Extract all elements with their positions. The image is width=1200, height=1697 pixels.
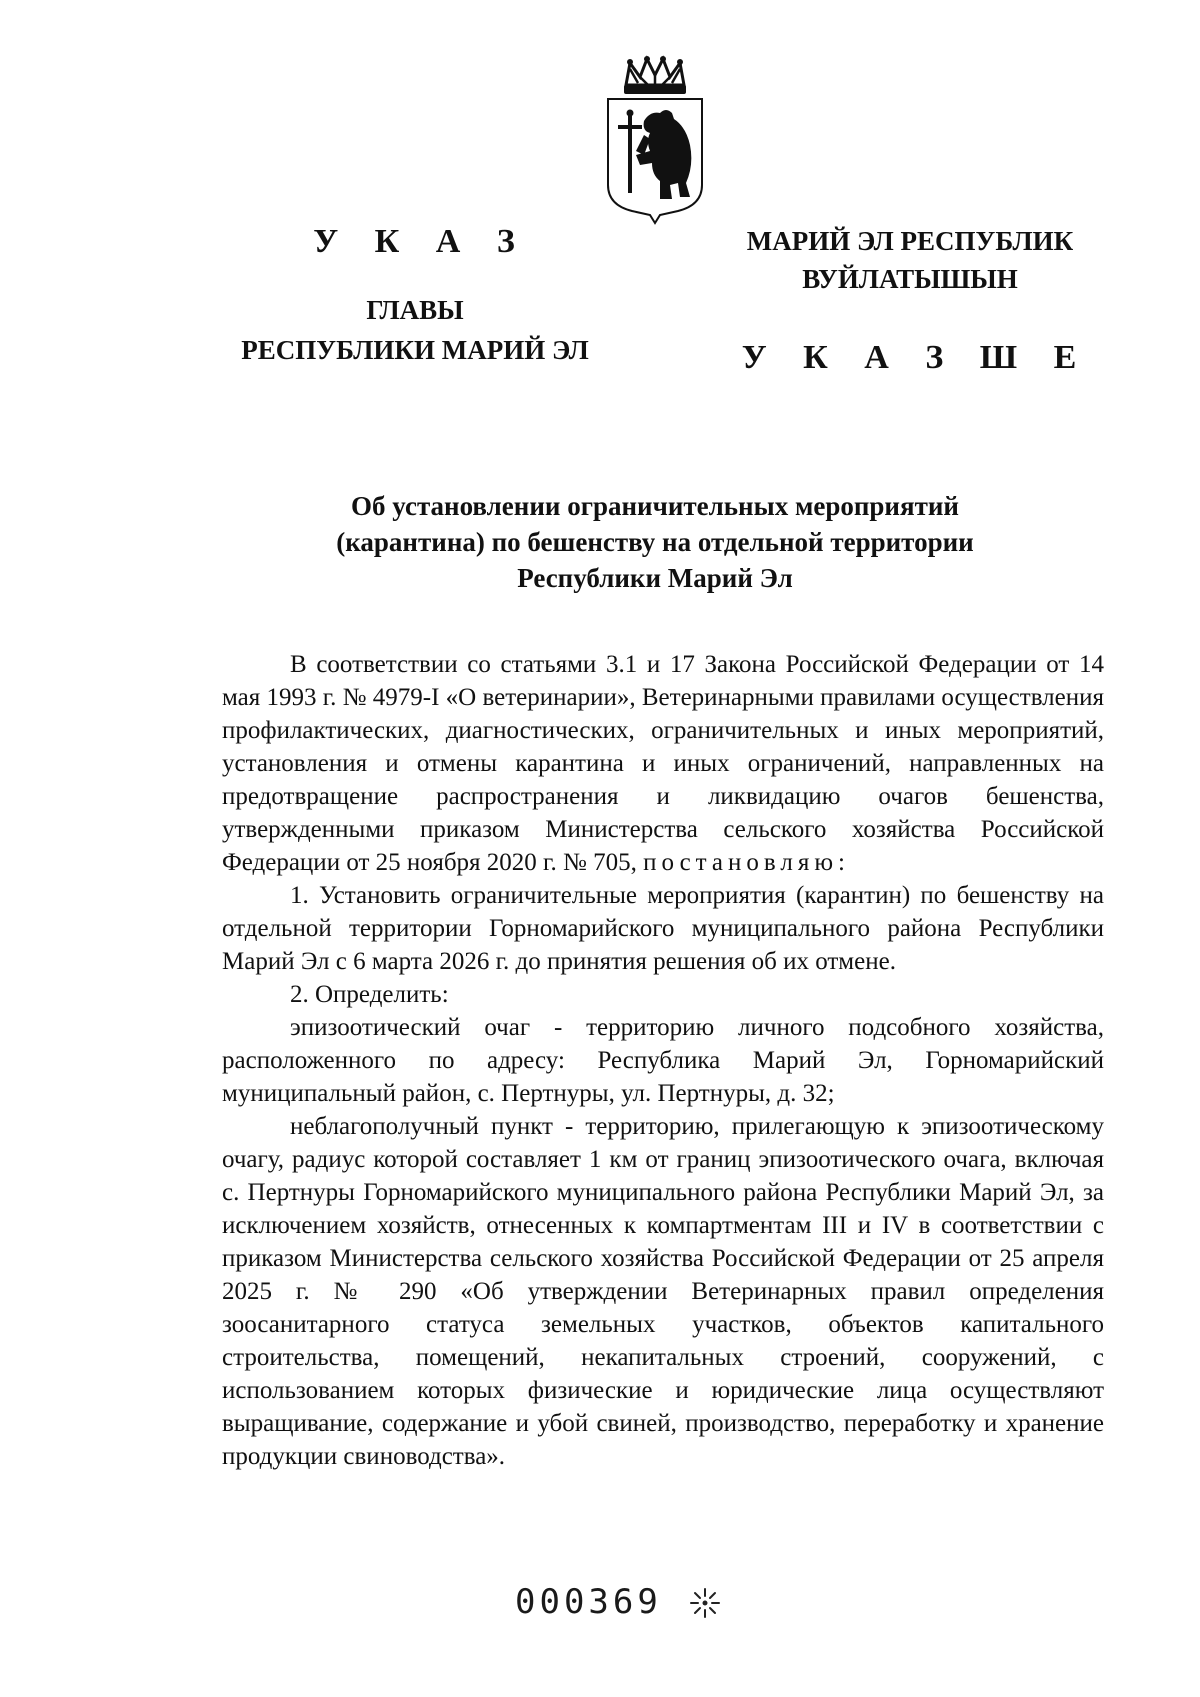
issuer-mari-line-2: ВУЙЛАТЫШЫН	[802, 264, 1018, 294]
document-title-line-1: Об установлении ограничительных мероприятий	[351, 491, 959, 521]
header-right	[705, 222, 1115, 378]
document-title-line-3: Республики Марий Эл	[517, 563, 793, 593]
item-2-paragraph: 2. Определить:	[290, 981, 449, 1008]
document-title-line-2: (карантина) по бешенству на отдельной территории	[336, 527, 974, 557]
item-1-paragraph: 1. Установить ограничительные мероприятия (карантин) по бешенству на отдельной территории Горномарийского муниципального района Республики Марий Эл с 6 марта 2026 г. до принятия решения об их отмене.	[222, 882, 1104, 975]
decree-title-ru: У К А З	[313, 223, 529, 260]
coat-of-arms-icon	[600, 55, 710, 225]
header-left	[190, 222, 640, 370]
issuer-line-1: ГЛАВЫ	[366, 295, 464, 325]
preamble-text: В соответствии со статьями 3.1 и 17 Закона Российской Федерации от 14 мая 1993 г. № 4979-I «О ветеринарии», Ветеринарными правилами осуществления профилактических, диагностических, ограничительных и иных мероприятий, установления и отмены карантина и иных ограничений, направленных на предотвращение распространения и ликвидацию очагов бешенства, утвержденными приказом Министерства сельского хозяйства Российской Федерации от 25 ноября 2020 г. № 705,	[222, 651, 1105, 876]
preamble-verb: постановляю:	[643, 849, 850, 876]
preamble-paragraph	[222, 648, 1104, 879]
issuer-mari-line-1: МАРИЙ ЭЛ РЕСПУБЛИК	[746, 226, 1074, 256]
issuer-line-2: РЕСПУБЛИКИ МАРИЙ ЭЛ	[241, 335, 589, 365]
document-body	[222, 648, 1104, 1473]
serial-number: 000369	[515, 1582, 662, 1622]
item-2-area-paragraph: неблагополучный пункт - территорию, прилегающую к эпизоотическому очагу, радиус которой составляет 1 км от границ эпизоотического очага, включая с. Пертнуры Горномарийского муниципального района Республики Марий Эл, за исключением хозяйств, отнесенных к компартментам III и IV в соответствии с приказом Министерства сельского хозяйства Российской Федерации от 25 апреля 2025 г. № 290 «Об утверждении Ветеринарных правил определения зоосанитарного статуса земельных участков, объектов капитального строительства, помещений, некапитальных строений, сооружений, с использованием которых физические и юридические лица осуществляют выращивание, содержание и убой свиней, производство, переработку и хранение продукции свиноводства».	[222, 1113, 1104, 1470]
decree-title-mari: У К А З Ш Е	[741, 339, 1091, 376]
ornament-star-icon	[688, 1586, 722, 1620]
document-title	[235, 488, 1075, 596]
item-2-focus-paragraph: эпизоотический очаг - территорию личного подсобного хозяйства, расположенного по адресу: Республика Марий Эл, Горномарийский муниципальный район, с. Пертнуры, ул. Пертнуры, д. 32;	[222, 1014, 1104, 1107]
